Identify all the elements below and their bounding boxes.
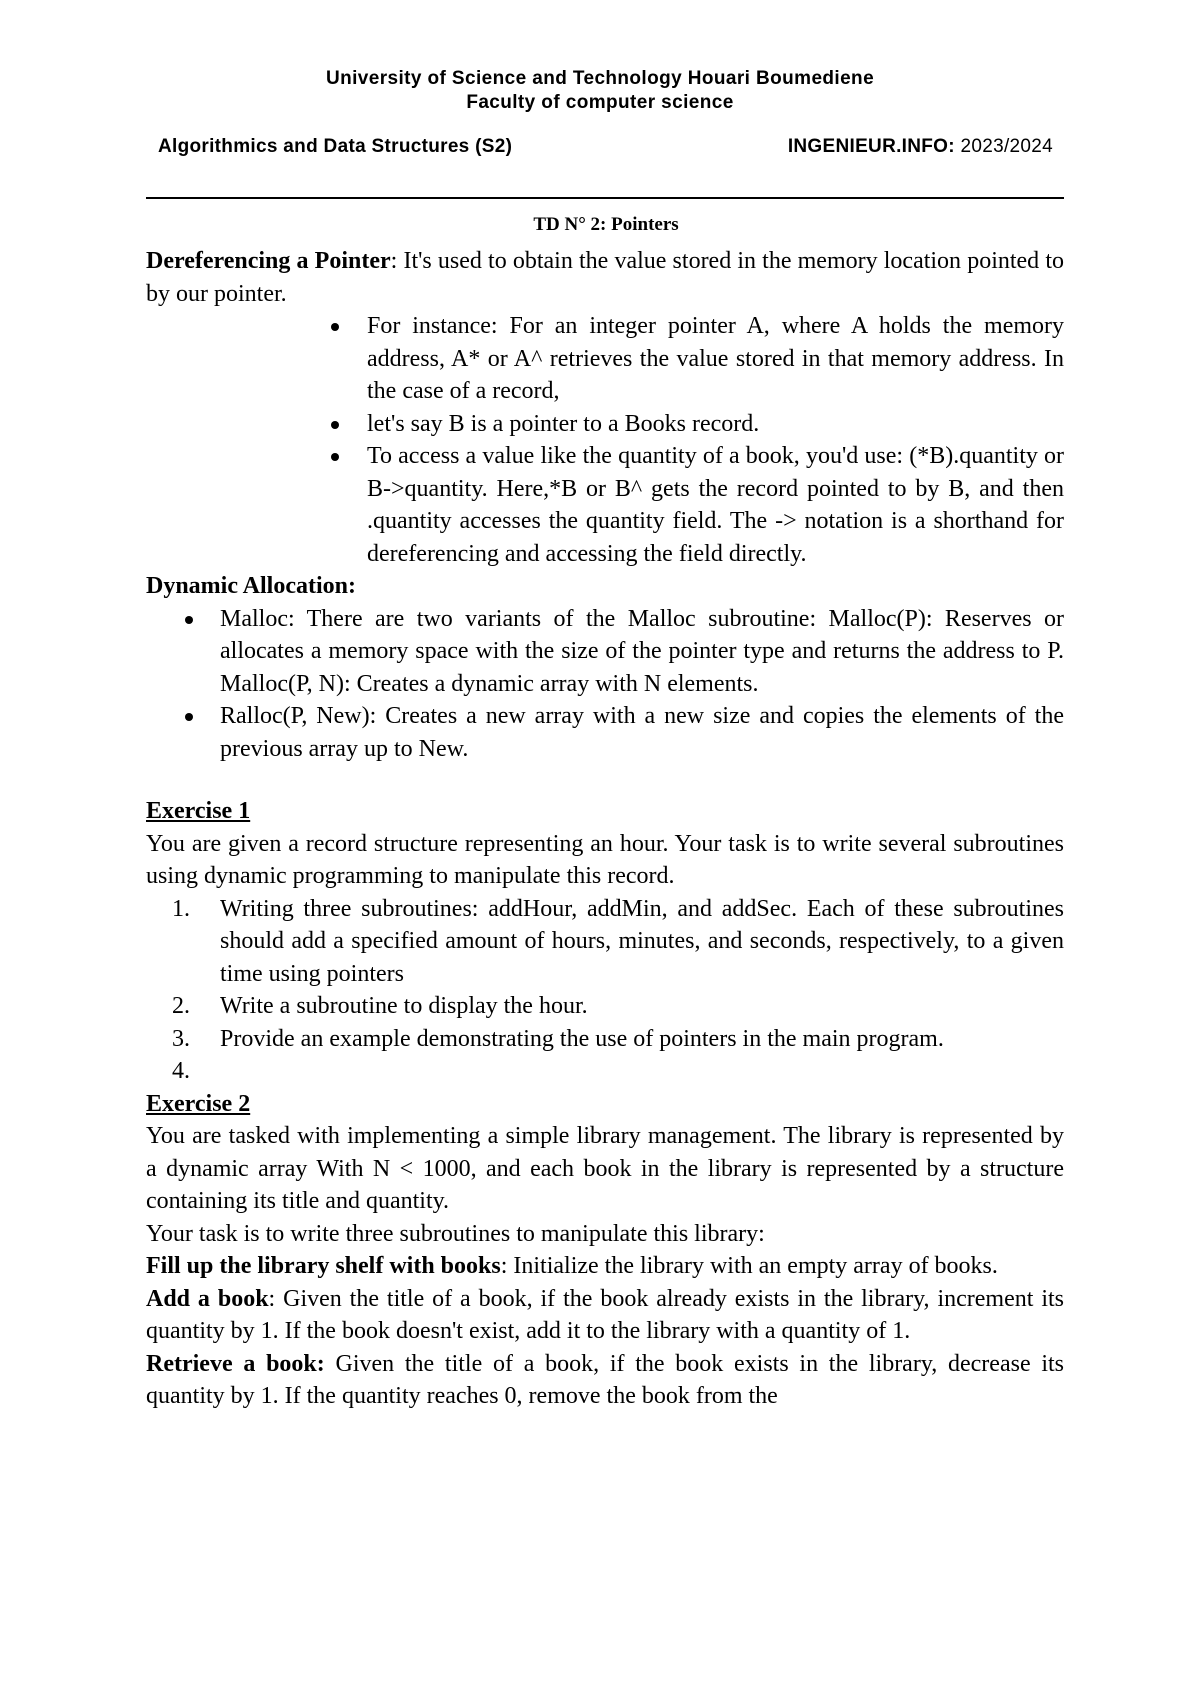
dynamic-heading-text: Dynamic Allocation: xyxy=(146,573,356,599)
add-book-paragraph xyxy=(146,1283,1064,1348)
malloc-bullet: Malloc: There are two variants of the Malloc subroutine: Malloc(P): Reserves or allocates a memory space with the size of the pointer type and returns the address to P. Malloc(P, N): Creates a dynamic array with N elements. xyxy=(146,603,1064,701)
add-book-text: : Given the title of a book, if the book already exists in the library, increment its quantity by 1. If the book doesn't exist, add it to the library with a quantity of 1. xyxy=(146,1285,1064,1344)
dynamic-bullet-list xyxy=(146,603,1064,766)
deref-paragraph xyxy=(146,245,1064,310)
ralloc-bullet: Ralloc(P, New): Creates a new array with a new size and copies the elements of the previous array up to New. xyxy=(146,700,1064,765)
item-text: Provide an example demonstrating the use of pointers in the main program. xyxy=(220,1025,944,1052)
academic-year: 2023/2024 xyxy=(960,136,1053,157)
retrieve-book-paragraph xyxy=(146,1348,1064,1413)
exercise2-title-text: Exercise 2 xyxy=(146,1090,251,1117)
header-divider xyxy=(146,197,1064,199)
deref-bullet-list xyxy=(146,310,1064,570)
item-number: 1. xyxy=(172,895,190,922)
university-name: University of Science and Technology Houari Boumediene xyxy=(325,68,875,89)
document-body xyxy=(146,245,1064,1413)
course-title: Algorithmics and Data Structures (S2) xyxy=(158,136,513,157)
level-year xyxy=(788,136,1053,158)
exercise2-intro: You are tasked with implementing a simple library management. The library is represented by a dynamic array With N < 1000, and each book in the library is represented by a structure containing its title and quantity. xyxy=(146,1123,1064,1214)
deref-bullet-3: To access a value like the quantity of a book, you'd use: (*B).quantity or B->quantity. Here,*B or B^ gets the record pointed to by B, and then .quantity accesses the quantity field. The -> notation is a shorthand for dereferencing and accessing the field directly. xyxy=(146,440,1064,570)
item-number: 4. xyxy=(172,1058,190,1084)
exercise1-item-3 xyxy=(146,1023,1064,1056)
faculty-name: Faculty of computer science xyxy=(466,92,734,113)
exercise1-item-2 xyxy=(146,990,1064,1023)
fill-shelf-paragraph xyxy=(146,1250,1064,1283)
retrieve-book-text: Given the title of a book, if the book exists in the library, decrease its quantity by 1. If the quantity reaches 0, remove the book from the xyxy=(146,1350,1065,1409)
exercise1-list xyxy=(146,893,1064,1088)
retrieve-book-term: Retrieve a book: xyxy=(146,1350,325,1377)
exercise1-item-4 xyxy=(146,1055,1064,1088)
exercise1-title xyxy=(146,795,1064,828)
td-title: TD N° 2: Pointers xyxy=(533,214,679,235)
exercise1-title-text: Exercise 1 xyxy=(146,798,251,824)
item-number: 3. xyxy=(172,1025,190,1052)
exercise2-title xyxy=(146,1088,1064,1121)
item-text: Write a subroutine to display the hour. xyxy=(220,993,588,1019)
dynamic-allocation-heading xyxy=(146,570,1064,603)
deref-term: Dereferencing a Pointer xyxy=(146,248,391,274)
add-book-term: Add a book xyxy=(146,1285,269,1312)
exercise1-intro: You are given a record structure representing an hour. Your task is to write several subroutines using dynamic programming to manipulate this record. xyxy=(146,830,1064,889)
exercise1-item-1 xyxy=(146,893,1064,991)
fill-shelf-text: : Initialize the library with an empty array of books. xyxy=(500,1253,998,1279)
fill-shelf-term: Fill up the library shelf with books xyxy=(146,1253,501,1279)
level-label: INGENIEUR.INFO: xyxy=(787,136,955,157)
exercise2-task: Your task is to write three subroutines to manipulate this library: xyxy=(146,1220,765,1247)
item-text: Writing three subroutines: addHour, addMin, and addSec. Each of these subroutines should add a specified amount of hours, minutes, and seconds, respectively, to a given time using pointers xyxy=(220,895,1064,987)
deref-definition: : It's used to obtain the value stored in the memory location pointed to by our pointer. xyxy=(146,248,1064,307)
item-number: 2. xyxy=(172,993,190,1019)
deref-bullet-2: let's say B is a pointer to a Books record. xyxy=(146,408,1064,441)
deref-bullet-1: For instance: For an integer pointer A, where A holds the memory address, A* or A^ retrieves the value stored in that memory address. In the case of a record, xyxy=(146,310,1064,408)
spacer xyxy=(146,765,1064,795)
